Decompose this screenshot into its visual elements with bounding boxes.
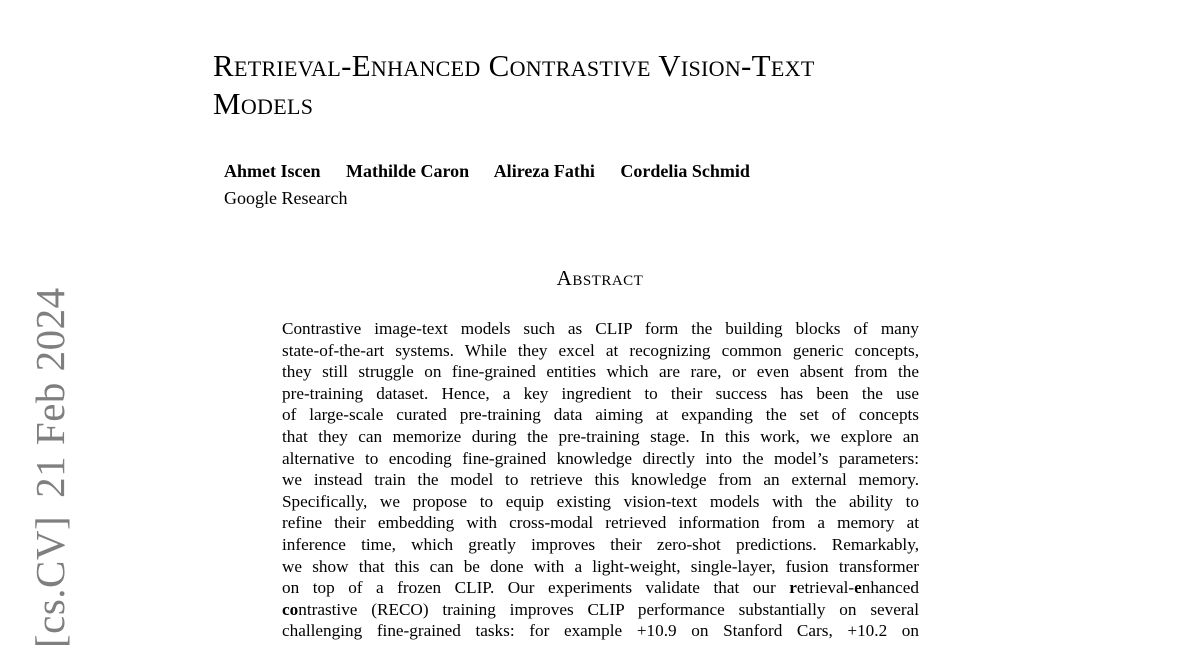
acronym-letter-r: r (789, 578, 797, 598)
author-name: Ahmet Iscen (224, 161, 321, 181)
author-name: Alireza Fathi (493, 161, 595, 181)
abstract-line: of large-scale curated pre-training data aiming at expanding the set of concepts (282, 405, 919, 425)
abstract-line: state-of-the-art systems. While they excel at recognizing common generic concepts, (282, 340, 919, 360)
abstract-line: Specifically, we propose to equip existing vision-text models with the ability to (282, 491, 919, 511)
abstract-line: refine their embedding with cross-modal retrieved information from a memory at (282, 513, 919, 533)
author-list (224, 161, 771, 182)
abstract-line-reco-acronym (282, 577, 919, 599)
abstract-text-segment: ntrastive (RECO) training improves CLIP performance substantially on several (298, 599, 919, 619)
paper-title-line-2: Models (213, 86, 314, 121)
abstract-heading: Abstract (556, 266, 644, 290)
acronym-letter-e: e (854, 578, 862, 598)
author-name: Cordelia Schmid (620, 161, 750, 181)
abstract-text-segment: etrieval- (796, 578, 855, 598)
abstract-line: challenging fine-grained tasks: for example +10.9 on Stanford Cars, +10.2 on (282, 621, 919, 641)
abstract-line: Contrastive image-text models such as CLIP form the building blocks of many (282, 319, 919, 338)
arxiv-category: [cs.CV] (27, 515, 73, 648)
abstract-line: that they can memorize during the pre-training stage. In this work, we explore an (282, 426, 919, 446)
abstract-text-segment: on top of a frozen CLIP. Our experiments validate that our (282, 578, 790, 598)
arxiv-date: 21 Feb 2024 (27, 287, 73, 498)
abstract-line: we show that this can be done with a light-weight, single-layer, fusion transformer (282, 556, 919, 576)
abstract-line: alternative to encoding fine-grained knowledge directly into the model’s parameters: (282, 448, 919, 468)
abstract-text-segment: nhanced (861, 578, 919, 598)
affiliation: Google Research (224, 188, 348, 208)
paper-title-line-1: Retrieval-Enhanced Contrastive Vision-Text (213, 48, 815, 83)
arxiv-identifier-stamp (28, 287, 72, 648)
abstract-line: inference time, which greatly improves their zero-shot predictions. Remarkably, (282, 534, 919, 554)
author-name: Mathilde Caron (346, 161, 470, 181)
paper-title (213, 47, 1033, 123)
abstract-line-reco-acronym (282, 599, 919, 621)
abstract-line: pre-training dataset. Hence, a key ingredient to their success has been the use (282, 383, 919, 403)
abstract-line: we instead train the model to retrieve this knowledge from an external memory. (282, 470, 919, 490)
abstract-line: they still struggle on fine-grained entities which are rare, or even absent from the (282, 362, 919, 382)
acronym-letters-co: co (282, 599, 299, 619)
abstract-body (282, 318, 919, 642)
